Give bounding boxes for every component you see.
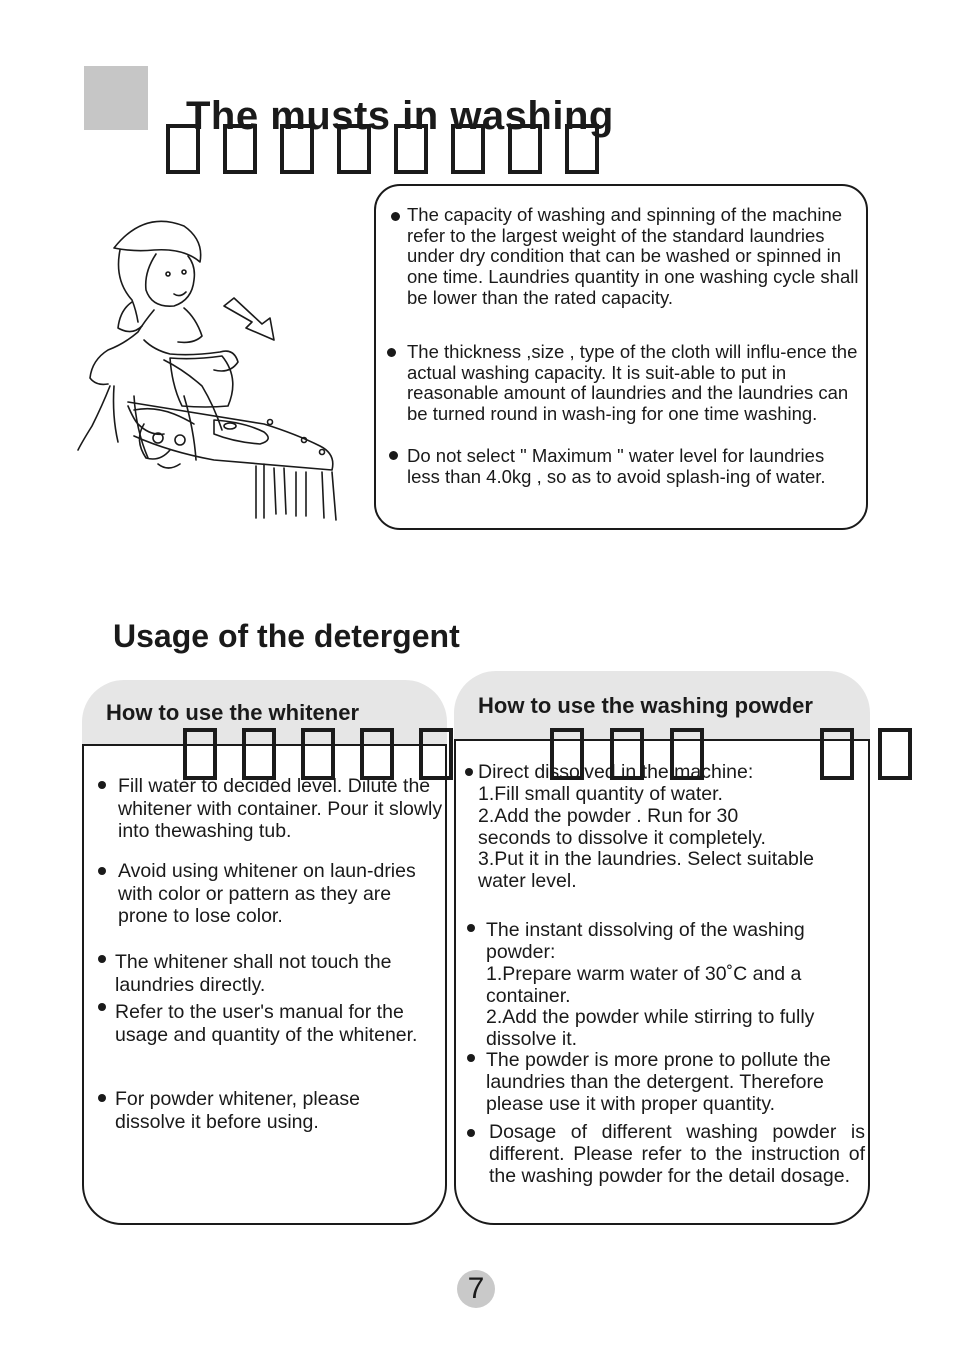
bullet xyxy=(98,1094,106,1102)
whitener-contact-warning: The whitener shall not touch the laundries directly. xyxy=(115,951,392,996)
whitener-powder-note: For powder whitener, please dissolve it before using. xyxy=(115,1088,360,1133)
section-title: Usage of the detergent xyxy=(113,618,460,654)
bullet xyxy=(467,1054,475,1062)
instant-dissolve-heading: The instant dissolving of the washing powder: xyxy=(486,919,805,963)
page-title: The musts in washing xyxy=(186,94,614,138)
bullet xyxy=(98,955,106,963)
bullet xyxy=(467,924,475,932)
bullet xyxy=(391,212,400,221)
powder-pollution-note: The powder is more prone to pollute the laundries than the detergent. Therefore please use it with proper quantity. xyxy=(486,1049,831,1115)
whitener-manual-note: Refer to the user's manual for the usage and quantity of the whitener. xyxy=(115,1001,418,1046)
section-marker-square xyxy=(84,66,148,130)
instant-step-1: 1.Prepare warm water of 30˚C and a container. xyxy=(486,963,802,1007)
bullet xyxy=(387,348,396,357)
direct-step-2: 2.Add the powder . Run for 30 seconds to dissolve it completely. xyxy=(478,805,766,849)
instant-step-2: 2.Add the powder while stirring to fully dissolve it. xyxy=(486,1006,815,1050)
bullet xyxy=(389,451,398,460)
whitener-step-dilute: Fill water to decided level. Dilute the whitener with container. Pour it slowly into thewashing tub. xyxy=(118,775,443,842)
bullet xyxy=(98,867,106,875)
whitener-title: How to use the whitener xyxy=(106,700,360,725)
capacity-notes-box xyxy=(374,184,868,530)
whitener-color-warning: Avoid using whitener on laun-dries with color or pattern as they are prone to lose color. xyxy=(118,860,416,927)
direct-step-3: 3.Put it in the laundries. Select suitable water level. xyxy=(478,848,815,892)
missing-glyph-row xyxy=(183,728,478,780)
powder-dosage-note: Dosage of different washing powder is different. Please refer to the instruction of the washing powder for the detail dosage. xyxy=(489,1121,865,1187)
water-level-note: Do not select " Maximum " water level for laundries less than 4.0kg , so as to avoid splash-ing of water. xyxy=(407,445,826,487)
bullet xyxy=(98,781,106,789)
direct-dissolve-heading: Direct dissolved in the machine: xyxy=(478,761,754,783)
bullet xyxy=(467,1129,475,1137)
direct-step-1: 1.Fill small quantity of water. xyxy=(478,783,723,805)
washing-powder-title: How to use the washing powder xyxy=(478,693,813,718)
bullet xyxy=(98,1003,106,1011)
woman-washing-illustration xyxy=(74,210,344,522)
cloth-thickness-note: The thickness ,size , type of the cloth will influ-ence the actual washing capacity. It is suit-able to put in reasonable amount of laundries and the laundries can be turned round in wash-ing for one time washing. xyxy=(407,341,858,425)
missing-glyph-row xyxy=(550,728,730,780)
page-number: 7 xyxy=(457,1270,495,1308)
capacity-note: The capacity of washing and spinning of the machine refer to the largest weight of the standard laundries under dry condition that can be washed or spinned in one time. Laundries quantity in one washing cycle shall be lower than the rated capacity. xyxy=(407,204,859,308)
missing-glyph-row xyxy=(820,728,936,780)
